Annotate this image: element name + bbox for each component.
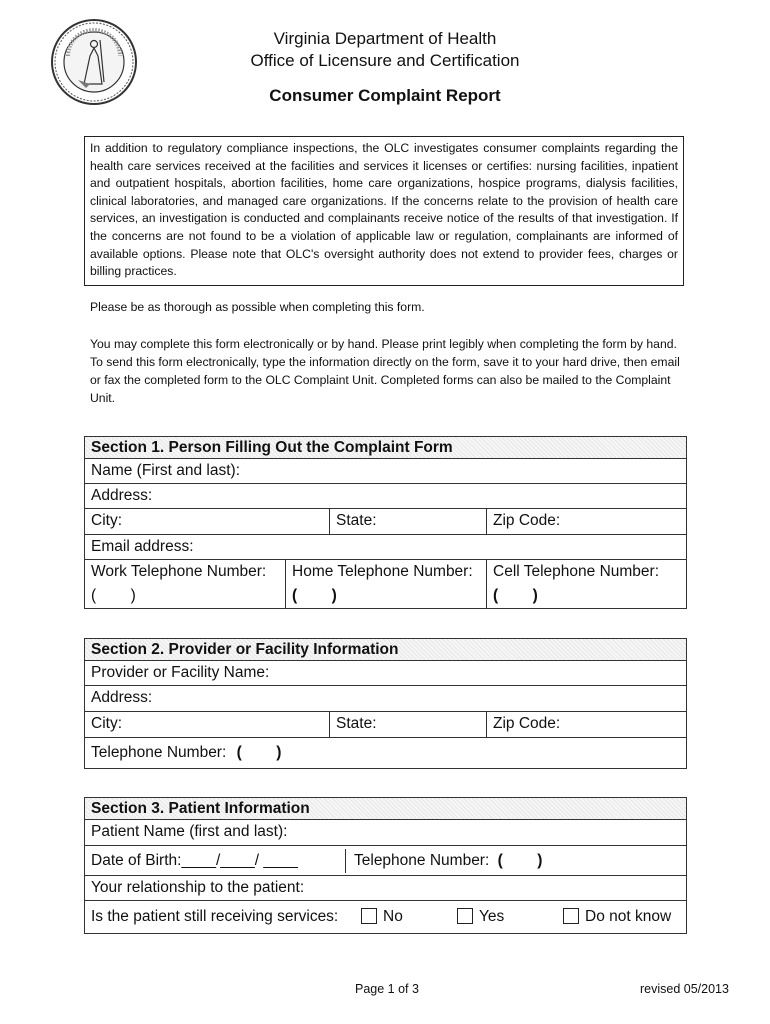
provider-phone-field[interactable]: [85, 741, 686, 765]
work-phone-field[interactable]: [85, 560, 285, 608]
home-phone-parens: ( ): [292, 587, 337, 604]
complainant-address-label: Address:: [91, 487, 153, 504]
form-title: Consumer Complaint Report: [269, 86, 501, 105]
provider-state-field[interactable]: [329, 712, 486, 737]
no-checkbox[interactable]: [361, 908, 377, 924]
complainant-state-label: State:: [336, 512, 377, 529]
complainant-name-label: Name (First and last):: [91, 462, 241, 479]
patient-dob-field[interactable]: [85, 849, 345, 873]
work-phone-label: Work Telephone Number:: [91, 563, 267, 580]
provider-city-field[interactable]: [85, 712, 329, 737]
option-dont-know-label: Do not know: [585, 908, 672, 925]
provider-address-label: Address:: [91, 689, 153, 706]
complainant-state-field[interactable]: [329, 509, 486, 534]
relationship-field[interactable]: [85, 876, 686, 900]
option-yes-label: Yes: [479, 908, 505, 925]
header-department: Virginia Department of Health: [273, 29, 497, 48]
option-yes[interactable]: [457, 908, 563, 926]
patient-phone-parens: ( ): [497, 851, 543, 869]
home-phone-field[interactable]: [285, 560, 486, 608]
section-3-patient: [84, 797, 687, 934]
provider-phone-parens: ( ): [236, 744, 282, 761]
revision-date: revised 05/2013: [640, 982, 729, 996]
complainant-city-label: City:: [91, 512, 122, 529]
complainant-name-field[interactable]: [85, 459, 686, 483]
provider-city-label: City:: [91, 715, 122, 732]
provider-zip-field[interactable]: [486, 712, 686, 737]
section-2-provider: [84, 638, 687, 769]
provider-phone-label: Telephone Number:: [91, 744, 227, 761]
receiving-services-label: Is the patient still receiving services:: [91, 908, 339, 925]
option-no[interactable]: [361, 908, 457, 926]
cell-phone-label: Cell Telephone Number:: [493, 563, 660, 580]
patient-phone-label: Telephone Number:: [354, 851, 490, 869]
provider-zip-label: Zip Code:: [493, 715, 561, 732]
complainant-email-field[interactable]: [85, 535, 686, 559]
patient-name-label: Patient Name (first and last):: [91, 823, 288, 840]
complainant-email-label: Email address:: [91, 538, 194, 555]
complainant-zip-label: Zip Code:: [493, 512, 561, 529]
provider-name-label: Provider or Facility Name:: [91, 664, 270, 681]
instruction-submission: You may complete this form electronically or by hand. Please print legibly when completing the form by hand. To send this form electronically, type the information directly on the form, save it to your hard drive, then email or fax the completed form to the OLC Complaint Unit. Completed forms can also be mailed to the Complaint Unit.: [90, 337, 680, 405]
virginia-seal-logo: [50, 18, 138, 106]
header-office: Office of Licensure and Certification: [250, 51, 520, 70]
intro-text-box: [84, 136, 684, 286]
complainant-zip-field[interactable]: [486, 509, 686, 534]
instruction-thorough: Please be as thorough as possible when completing this form.: [90, 300, 425, 314]
relationship-label: Your relationship to the patient:: [91, 879, 305, 896]
provider-address-field[interactable]: [85, 686, 686, 711]
work-phone-parens: ( ): [91, 587, 136, 604]
complainant-address-field[interactable]: [85, 484, 686, 508]
patient-phone-field[interactable]: [345, 849, 686, 873]
cell-phone-field[interactable]: [486, 560, 686, 608]
section-1-complainant: [84, 436, 687, 609]
complainant-city-field[interactable]: [85, 509, 329, 534]
section-1-title: Section 1. Person Filling Out the Complaint Form: [85, 437, 686, 459]
patient-name-field[interactable]: [85, 820, 686, 845]
patient-dob-label: Date of Birth:____/____/ ____: [91, 851, 298, 869]
intro-text: In addition to regulatory compliance inspections, the OLC investigates consumer complaints regarding the health care services received at the facilities and services it licenses or certifies: nursing facilities, inpatient and outpatient hospitals, abortion facilities, home care organizations, hospice programs, dialysis facilities, clinical laboratories, and managed care organizations. If the concerns relate to the provision of health care services, an investigation is conducted and complainants receive notice of the results of that investigation. If the concerns are not found to be a violation of applicable law or regulation, complainants are informed of available options. Please note that OLC's oversight authority does not extend to provider fees, charges or billing practices.: [90, 141, 678, 279]
cell-phone-parens: ( ): [493, 587, 538, 604]
provider-state-label: State:: [336, 715, 377, 732]
home-phone-label: Home Telephone Number:: [292, 563, 473, 580]
section-3-title: Section 3. Patient Information: [85, 798, 686, 820]
page-number: Page 1 of 3: [355, 982, 419, 996]
provider-name-field[interactable]: [85, 661, 686, 685]
option-dont-know[interactable]: [563, 908, 686, 926]
yes-checkbox[interactable]: [457, 908, 473, 924]
section-2-title: Section 2. Provider or Facility Information: [85, 639, 686, 661]
dont-know-checkbox[interactable]: [563, 908, 579, 924]
option-no-label: No: [383, 908, 403, 925]
